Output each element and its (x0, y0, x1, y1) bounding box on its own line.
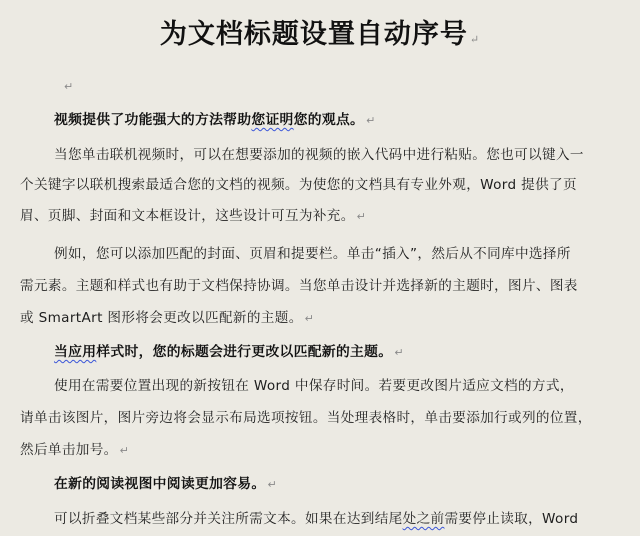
paragraph-3-line-2: 请单击该图片，图片旁边将会显示布局选项按钮。当处理表格时，单击要添加行或列的位置， (20, 410, 592, 426)
paragraph-mark-icon: ↵ (304, 312, 315, 325)
paragraph-mark-icon: ↵ (394, 346, 404, 359)
paragraph-3-line-3-text: 然后单击加号。 (20, 442, 118, 458)
paragraph-mark-icon: ↵ (267, 478, 277, 491)
paragraph-mark-icon: ↵ (366, 114, 376, 127)
empty-paragraph-mark-icon: ↵ (64, 80, 74, 93)
heading-1-text: 视频提供了功能强大的方法帮助 (54, 112, 252, 128)
spellcheck-squiggle: 您证明 (251, 112, 294, 128)
spellcheck-squiggle: 当应用 (54, 344, 97, 360)
heading-2 (54, 342, 404, 363)
heading-1 (54, 110, 376, 131)
document-title (0, 12, 640, 51)
paragraph-4-line-1 (54, 509, 630, 529)
paragraph-1-line-3-text: 眉、页脚、封面和文本框设计，这些设计可互为补充。 (20, 208, 355, 224)
paragraph-2-line-3 (20, 308, 630, 329)
paragraph-mark-icon: ↵ (119, 444, 130, 457)
paragraph-2-line-1: 例如，您可以添加匹配的封面、页眉和提要栏。单击“插入”，然后从不同库中选择所 (54, 246, 571, 262)
paragraph-4-text: 可以折叠文档某些部分并关注所需文本。如果在达到结尾 (54, 511, 403, 527)
paragraph-mark-icon: ↵ (469, 33, 481, 46)
paragraph-2-line-2: 需元素。主题和样式也有助于文档保持协调。当您单击设计并选择新的主题时，图片、图表 (20, 278, 578, 294)
paragraph-4-text-end: 需要停止读取，Word (444, 511, 579, 527)
paragraph-1-line-3 (20, 206, 630, 227)
spellcheck-squiggle: 处之前 (402, 511, 445, 527)
paragraph-2-line-3-text: 或 SmartArt 图形将会更改以匹配新的主题。 (20, 310, 303, 326)
heading-1-text-end: 您的观点。 (293, 112, 365, 128)
document-title-text: 为文档标题设置自动序号 (159, 19, 468, 50)
paragraph-1-line-1: 当您单击联机视频时，可以在想要添加的视频的嵌入代码中进行粘贴。您也可以键入一 (54, 147, 584, 163)
paragraph-3-line-3 (20, 440, 630, 461)
paragraph-1-line-2: 个关键字以联机搜索最适合您的文档的视频。为使您的文档具有专业外观，Word 提供了页 (20, 177, 577, 193)
paragraph-mark-icon: ↵ (356, 210, 367, 223)
heading-2-text: 样式时，您的标题会进行更改以匹配新的主题。 (96, 344, 393, 360)
heading-3 (54, 474, 277, 495)
paragraph-3-line-1: 使用在需要位置出现的新按钮在 Word 中保存时间。若要更改图片适应文档的方式， (54, 378, 574, 394)
heading-3-text: 在新的阅读视图中阅读更加容易。 (54, 476, 266, 492)
